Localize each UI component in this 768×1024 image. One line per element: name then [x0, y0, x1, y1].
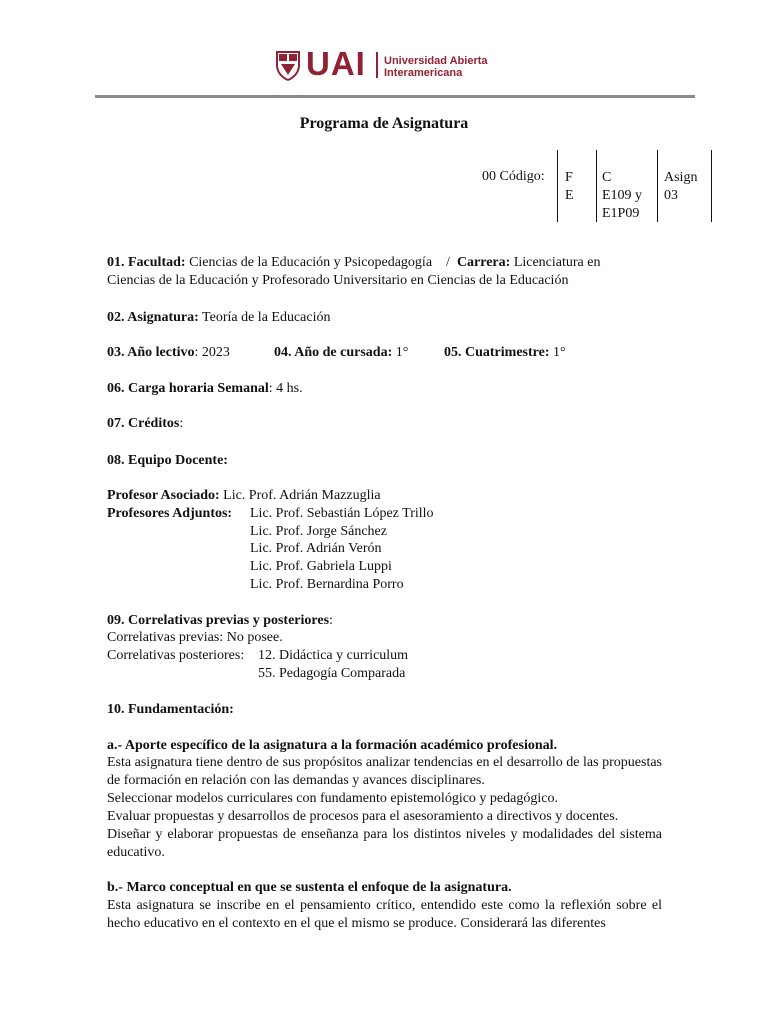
adjunto-item: Lic. Prof. Adrián Verón [250, 541, 382, 556]
year-label: 03. Año lectivo [107, 345, 195, 360]
section-a-title: a.- Aporte específico de la asignatura a la formación académico profesional. [107, 738, 558, 753]
code-cell-text: Asign [664, 170, 698, 185]
section-a-paragraph: Evaluar propuestas y desarrollos de procesos para el asesoramiento a directivos y docentes. [107, 809, 619, 824]
subject-value: Teoría de la Educación [198, 310, 331, 325]
code-cell-text: E [565, 188, 574, 203]
code-divider [596, 150, 597, 222]
university-name-line1: Universidad Abierta [384, 55, 488, 67]
semester-label: 05. Cuatrimestre: [444, 345, 550, 360]
semester-value: 1° [549, 345, 566, 360]
faculty-separator: / [432, 255, 457, 270]
section-01 [107, 254, 600, 272]
section-a-paragraph: Esta asignatura tiene dentro de sus propósitos analizar tendencias en el desarrollo de las propuestas de formación en relación con las demandas y avances disciplinares. [107, 755, 662, 788]
code-cell-1 [565, 150, 595, 222]
correlative-item: 12. Didáctica y curriculum [258, 648, 409, 663]
faculty-value: Ciencias de la Educación y Psicopedagogía [185, 255, 433, 270]
section-05 [444, 344, 566, 362]
associate-label: Profesor Asociado: [107, 488, 220, 503]
university-name [384, 55, 488, 79]
section-b-paragraph: Esta asignatura se inscribe en el pensamiento crítico, entendido este como la reflexión sobre el hecho educativo en el contexto en el que el mismo se produce. Considerará las diferentes [107, 898, 662, 931]
section-04 [274, 344, 408, 362]
credits-value: : [179, 416, 184, 431]
code-divider [557, 150, 558, 222]
adjunto-item: Lic. Prof. Gabriela Luppi [250, 559, 392, 574]
correlatives-label: 09. Correlativas previas y posteriores [107, 613, 330, 628]
year-value: : 2023 [194, 345, 230, 360]
adjunto-item: Lic. Prof. Jorge Sánchez [250, 524, 387, 539]
associate-professor [107, 487, 381, 505]
header-rule [95, 95, 695, 98]
subject-label: 02. Asignatura: [107, 310, 199, 325]
section-02 [107, 309, 331, 327]
adjunto-item: Lic. Prof. Sebastián López Trillo [250, 506, 434, 521]
code-cell-2 [602, 150, 654, 222]
logo-text: UAI [306, 45, 366, 82]
section-b-title: b.- Marco conceptual en que se sustenta el enfoque de la asignatura. [107, 880, 512, 895]
code-cell-text: 03 [664, 188, 678, 203]
career-label: Carrera: [456, 255, 511, 270]
career-value: Licenciatura en [510, 255, 601, 270]
section-09 [107, 612, 333, 630]
university-name-line2: Interamericana [384, 67, 463, 79]
fundamentation-heading: 10. Fundamentación: [107, 702, 234, 717]
adjunto-item: Lic. Prof. Bernardina Porro [250, 577, 404, 592]
code-cell-text: F [565, 170, 573, 185]
page-title: Programa de Asignatura [299, 115, 469, 132]
course-year-value: 1° [392, 345, 409, 360]
code-cell-text: E1P09 [602, 206, 640, 221]
associate-value: Lic. Prof. Adrián Mazzuglia [219, 488, 381, 503]
credits-label: 07. Créditos [107, 416, 180, 431]
course-year-label: 04. Año de cursada: [274, 345, 393, 360]
section-07 [107, 415, 183, 433]
logo-divider [376, 52, 378, 78]
code-cell-text: C [602, 170, 612, 185]
code-cell-text: E109 y [602, 188, 643, 203]
career-line2: Ciencias de la Educación y Profesorado Universitario en Ciencias de la Educación [107, 273, 569, 288]
hours-value: : 4 hs. [268, 381, 303, 396]
faculty-label: 01. Facultad: [107, 255, 186, 270]
code-divider [711, 150, 712, 222]
shield-icon [276, 51, 300, 81]
correlatives-colon: : [329, 613, 333, 628]
adjuntos-label: Profesores Adjuntos: [107, 506, 233, 521]
code-divider [657, 150, 658, 222]
hours-label: 06. Carga horaria Semanal [107, 381, 269, 396]
section-03 [107, 344, 230, 362]
correlatives-previous: Correlativas previas: No posee. [107, 630, 283, 645]
correlatives-next-label: Correlativas posteriores: [107, 648, 245, 663]
section-06 [107, 380, 303, 398]
section-a-paragraph: Seleccionar modelos curriculares con fundamento epistemológico y pedagógico. [107, 791, 558, 806]
code-cell-3 [664, 150, 709, 222]
correlative-item: 55. Pedagogía Comparada [258, 666, 406, 681]
section-a-paragraph: Diseñar y elaborar propuestas de enseñanza para los distintos niveles y modalidades del sistema educativo. [107, 827, 662, 860]
teaching-team-heading: 08. Equipo Docente: [107, 453, 228, 468]
code-label: 00 Código: [482, 169, 545, 184]
